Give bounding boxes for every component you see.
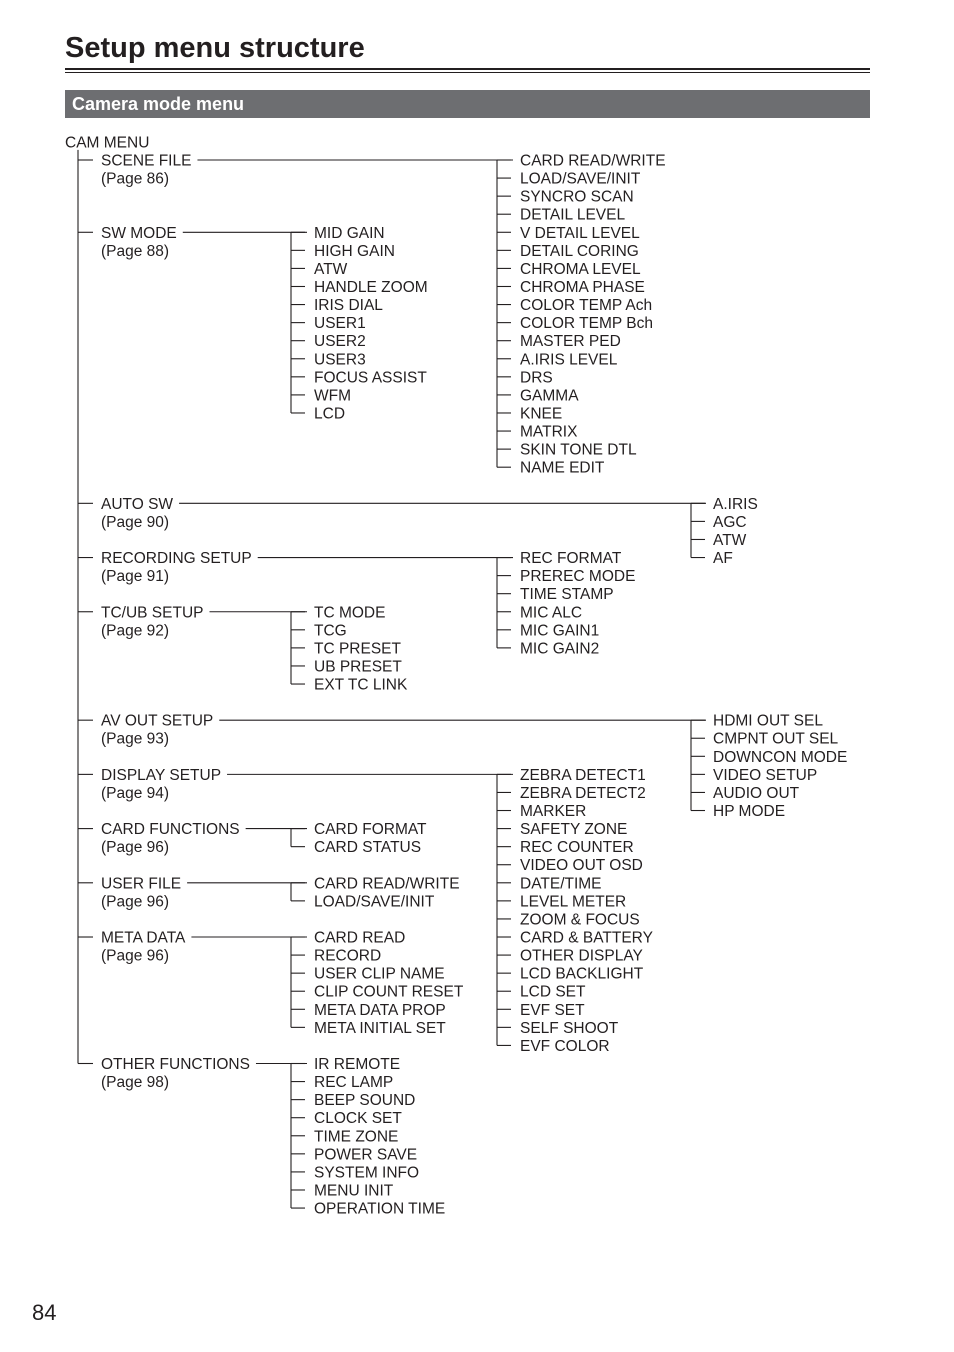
- menu-item-page-avout: (Page 93): [101, 730, 170, 748]
- menu-item-autosw: AUTO SW: [101, 495, 174, 513]
- submenu-item-avout: HDMI OUT SEL: [713, 712, 823, 730]
- page-number: 84: [32, 1300, 57, 1325]
- menu-item-page-autosw: (Page 90): [101, 513, 170, 531]
- submenu-item-sw: ATW: [314, 260, 348, 278]
- submenu-item-disp: VIDEO OUT OSD: [520, 857, 643, 875]
- submenu-item-scene: LOAD/SAVE/INIT: [520, 170, 641, 188]
- submenu-item-tcub: TCG: [314, 622, 347, 640]
- submenu-item-scene: KNEE: [520, 405, 563, 423]
- submenu-item-card: CARD FORMAT: [314, 821, 427, 839]
- submenu-item-disp: SAFETY ZONE: [520, 821, 628, 839]
- submenu-item-other: OPERATION TIME: [314, 1200, 446, 1218]
- submenu-item-other: REC LAMP: [314, 1074, 394, 1092]
- submenu-item-sw: USER2: [314, 333, 366, 351]
- menu-item-page-sw: (Page 88): [101, 242, 170, 260]
- submenu-item-scene: A.IRIS LEVEL: [520, 351, 618, 369]
- submenu-item-disp: EVF SET: [520, 1001, 585, 1019]
- submenu-item-avout: HP MODE: [713, 803, 786, 821]
- menu-item-page-disp: (Page 94): [101, 784, 170, 802]
- submenu-item-autosw: AGC: [713, 513, 747, 531]
- submenu-item-meta: CARD READ: [314, 929, 406, 947]
- submenu-item-scene: DETAIL CORING: [520, 242, 639, 260]
- menu-item-page-other: (Page 98): [101, 1074, 170, 1092]
- submenu-item-disp: REC COUNTER: [520, 839, 634, 857]
- menu-item-card: CARD FUNCTIONS: [101, 821, 240, 839]
- submenu-item-scene: COLOR TEMP Bch: [520, 315, 653, 333]
- submenu-item-autosw: AF: [713, 550, 733, 568]
- submenu-item-other: MENU INIT: [314, 1182, 394, 1200]
- submenu-item-scene: DETAIL LEVEL: [520, 206, 626, 224]
- submenu-item-scene: MASTER PED: [520, 333, 621, 351]
- submenu-item-other: CLOCK SET: [314, 1110, 402, 1128]
- submenu-item-disp: ZEBRA DETECT2: [520, 784, 646, 802]
- submenu-item-avout: AUDIO OUT: [713, 784, 800, 802]
- submenu-item-userfile: CARD READ/WRITE: [314, 875, 460, 893]
- submenu-item-scene: CARD READ/WRITE: [520, 152, 666, 170]
- submenu-item-meta: META INITIAL SET: [314, 1019, 446, 1037]
- menu-item-avout: AV OUT SETUP: [101, 712, 214, 730]
- submenu-item-tcub: TC MODE: [314, 604, 386, 622]
- submenu-item-disp: CARD & BATTERY: [520, 929, 653, 947]
- menu-root-label: CAM MENU: [65, 134, 150, 152]
- submenu-item-scene: DRS: [520, 369, 553, 387]
- submenu-item-sw: IRIS DIAL: [314, 297, 383, 315]
- submenu-item-tcub: TC PRESET: [314, 640, 401, 658]
- menu-item-page-card: (Page 96): [101, 839, 170, 857]
- menu-item-disp: DISPLAY SETUP: [101, 766, 222, 784]
- submenu-item-userfile: LOAD/SAVE/INIT: [314, 893, 435, 911]
- menu-item-sw: SW MODE: [101, 224, 177, 242]
- menu-item-other: OTHER FUNCTIONS: [101, 1056, 250, 1073]
- submenu-item-rec: REC FORMAT: [520, 550, 622, 568]
- submenu-item-scene: SKIN TONE DTL: [520, 441, 637, 459]
- submenu-item-disp: EVF COLOR: [520, 1037, 610, 1055]
- submenu-item-scene: SYNCRO SCAN: [520, 188, 634, 206]
- submenu-item-disp: ZEBRA DETECT1: [520, 766, 646, 784]
- submenu-item-disp: DATE/TIME: [520, 875, 602, 893]
- submenu-item-autosw: A.IRIS: [713, 495, 758, 513]
- submenu-item-other: IR REMOTE: [314, 1056, 401, 1073]
- submenu-item-disp: LCD BACKLIGHT: [520, 965, 644, 983]
- menu-item-rec: RECORDING SETUP: [101, 550, 252, 568]
- submenu-item-sw: FOCUS ASSIST: [314, 369, 427, 387]
- submenu-item-meta: RECORD: [314, 947, 382, 965]
- submenu-item-rec: PREREC MODE: [520, 568, 636, 586]
- submenu-item-autosw: ATW: [713, 531, 747, 549]
- menu-item-page-tcub: (Page 92): [101, 622, 170, 640]
- submenu-item-other: SYSTEM INFO: [314, 1164, 420, 1182]
- submenu-item-sw: MID GAIN: [314, 224, 385, 242]
- submenu-item-meta: META DATA PROP: [314, 1001, 446, 1019]
- submenu-item-sw: USER3: [314, 351, 366, 369]
- submenu-item-other: BEEP SOUND: [314, 1092, 416, 1110]
- submenu-item-scene: CHROMA PHASE: [520, 278, 645, 296]
- submenu-item-scene: V DETAIL LEVEL: [520, 224, 640, 242]
- submenu-item-sw: LCD: [314, 405, 346, 423]
- submenu-item-disp: LEVEL METER: [520, 893, 627, 911]
- submenu-item-sw: HANDLE ZOOM: [314, 278, 428, 296]
- submenu-item-tcub: EXT TC LINK: [314, 676, 408, 694]
- submenu-item-rec: MIC ALC: [520, 604, 583, 622]
- submenu-item-tcub: UB PRESET: [314, 658, 402, 676]
- submenu-item-sw: WFM: [314, 387, 352, 405]
- submenu-item-other: POWER SAVE: [314, 1146, 418, 1164]
- menu-item-tcub: TC/UB SETUP: [101, 604, 204, 622]
- submenu-item-disp: ZOOM & FOCUS: [520, 911, 640, 929]
- submenu-item-disp: SELF SHOOT: [520, 1019, 619, 1037]
- section-title: Camera mode menu: [72, 94, 245, 114]
- submenu-item-meta: USER CLIP NAME: [314, 965, 445, 983]
- submenu-item-disp: LCD SET: [520, 983, 586, 1001]
- submenu-item-avout: VIDEO SETUP: [713, 766, 818, 784]
- menu-item-userfile: USER FILE: [101, 875, 182, 893]
- submenu-item-scene: GAMMA: [520, 387, 579, 405]
- submenu-item-card: CARD STATUS: [314, 839, 422, 857]
- submenu-item-sw: USER1: [314, 315, 366, 333]
- submenu-item-other: TIME ZONE: [314, 1128, 399, 1146]
- menu-item-scene: SCENE FILE: [101, 152, 192, 170]
- submenu-item-rec: MIC GAIN1: [520, 622, 600, 640]
- submenu-item-meta: CLIP COUNT RESET: [314, 983, 464, 1001]
- submenu-item-scene: NAME EDIT: [520, 459, 605, 477]
- page-title: Setup menu structure: [65, 32, 365, 64]
- submenu-item-sw: HIGH GAIN: [314, 242, 395, 260]
- menu-item-page-meta: (Page 96): [101, 947, 170, 965]
- submenu-item-scene: MATRIX: [520, 423, 578, 441]
- submenu-item-scene: CHROMA LEVEL: [520, 260, 641, 278]
- submenu-item-avout: CMPNT OUT SEL: [713, 730, 839, 748]
- menu-item-page-rec: (Page 91): [101, 568, 170, 586]
- submenu-item-rec: TIME STAMP: [520, 586, 614, 604]
- submenu-item-rec: MIC GAIN2: [520, 640, 600, 658]
- submenu-item-avout: DOWNCON MODE: [713, 748, 848, 766]
- submenu-item-disp: OTHER DISPLAY: [520, 947, 643, 965]
- menu-item-page-userfile: (Page 96): [101, 893, 170, 911]
- submenu-item-scene: COLOR TEMP Ach: [520, 297, 653, 315]
- menu-item-meta: META DATA: [101, 929, 186, 947]
- submenu-item-disp: MARKER: [520, 803, 587, 821]
- menu-item-page-scene: (Page 86): [101, 170, 170, 188]
